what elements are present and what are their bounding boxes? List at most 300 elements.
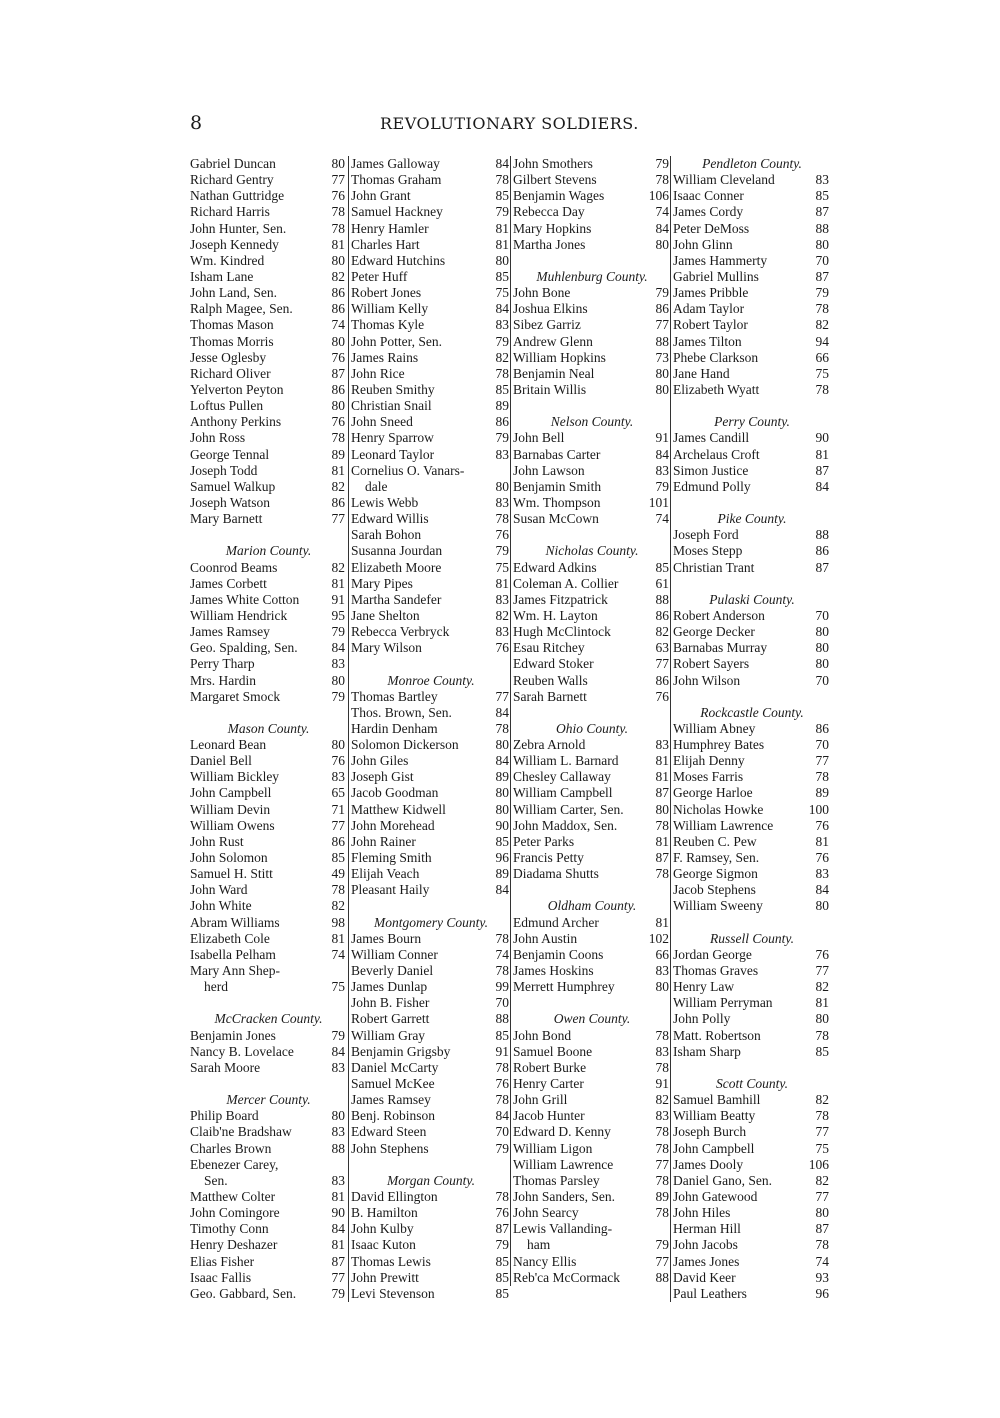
- soldier-name: William Kelly: [351, 301, 429, 317]
- soldier-entry: [513, 963, 671, 979]
- soldier-age: 84: [495, 882, 509, 898]
- soldier-entry: [513, 1044, 671, 1060]
- soldier-age: 84: [655, 446, 669, 462]
- soldier-entry: [351, 1270, 511, 1286]
- soldier-entry: [673, 737, 831, 753]
- soldier-name: Ralph Magee, Sen.: [190, 301, 293, 317]
- soldier-entry: [351, 1108, 511, 1124]
- soldier-entry: [513, 1092, 671, 1108]
- soldier-name: William Perryman: [673, 995, 773, 1011]
- soldier-entry-continued: [190, 979, 347, 995]
- soldier-name: Thomas Bartley: [351, 688, 438, 704]
- soldier-age: 77: [655, 1253, 669, 1269]
- soldier-entry: [351, 1141, 511, 1157]
- soldier-name: John Polly: [673, 1011, 731, 1027]
- soldier-name: John Bell: [513, 430, 565, 446]
- soldier-name: Timothy Conn: [190, 1221, 269, 1237]
- soldier-entry: [513, 204, 671, 220]
- soldier-name: Robert Jones: [351, 285, 422, 301]
- soldier-age: 83: [655, 1043, 669, 1059]
- soldier-entry: [351, 414, 511, 430]
- soldier-entry: [513, 753, 671, 769]
- soldier-entry: [673, 463, 831, 479]
- soldier-name: Leonard Bean: [190, 737, 267, 753]
- soldier-name: Peter Huff: [351, 268, 408, 284]
- soldier-entry: [673, 1028, 831, 1044]
- spacer: [190, 527, 347, 543]
- soldier-entry: [513, 656, 671, 672]
- county-heading: Ohio County.: [555, 720, 628, 736]
- soldier-entry: [351, 947, 511, 963]
- soldier-age: 73: [655, 349, 669, 365]
- soldier-age: 83: [655, 462, 669, 478]
- soldier-name: Isaac Fallis: [190, 1269, 252, 1285]
- county-heading: Oldham County.: [547, 898, 637, 914]
- soldier-entry: [351, 301, 511, 317]
- soldier-entry: [351, 253, 511, 269]
- soldier-entry: [673, 882, 831, 898]
- soldier-name: Jacob Hunter: [513, 1108, 585, 1124]
- soldier-age: 74: [331, 946, 345, 962]
- soldier-age: 83: [815, 866, 829, 882]
- soldier-entry: [190, 382, 347, 398]
- soldier-age: 82: [655, 624, 669, 640]
- soldier-name: Andrew Glenn: [513, 333, 593, 349]
- soldier-name: Hugh McClintock: [513, 624, 611, 640]
- soldier-age: 87: [331, 365, 345, 381]
- soldier-name: Samuel Walkup: [190, 478, 276, 494]
- soldier-age: 78: [815, 1237, 829, 1253]
- soldier-age: 87: [815, 204, 829, 220]
- soldier-name: Loftus Pullen: [190, 398, 264, 414]
- soldier-entry: [513, 850, 671, 866]
- soldier-name: James Tilton: [673, 333, 742, 349]
- soldier-entry: [513, 931, 671, 947]
- soldier-name: Henry Deshazer: [190, 1237, 278, 1253]
- soldier-entry: [513, 1124, 671, 1140]
- soldier-age: 98: [331, 914, 345, 930]
- soldier-age: 90: [495, 817, 509, 833]
- soldier-name: Peter DeMoss: [673, 220, 750, 236]
- soldier-entry: [513, 1189, 671, 1205]
- soldier-entry: [673, 963, 831, 979]
- soldier-age: 78: [655, 866, 669, 882]
- soldier-age: 91: [495, 1043, 509, 1059]
- soldier-age: 78: [815, 381, 829, 397]
- soldier-entry: [190, 753, 347, 769]
- soldier-entry: [190, 253, 347, 269]
- soldier-age: 79: [331, 1027, 345, 1043]
- soldier-entry: [190, 156, 347, 172]
- soldier-name: John Potter, Sen.: [351, 333, 442, 349]
- soldier-entry: [513, 495, 671, 511]
- soldier-entry: [673, 1205, 831, 1221]
- soldier-name: Edward D. Kenny: [513, 1124, 611, 1140]
- soldier-entry: [351, 705, 511, 721]
- soldier-age: 76: [331, 188, 345, 204]
- spacer: [513, 253, 671, 269]
- soldier-entry: [190, 350, 347, 366]
- soldier-entry: [673, 285, 831, 301]
- soldier-name: Daniel Bell: [190, 753, 252, 769]
- soldier-age: 83: [331, 1059, 345, 1075]
- soldier-age: 99: [495, 979, 509, 995]
- soldier-age: 81: [815, 833, 829, 849]
- soldier-entry: [190, 608, 347, 624]
- soldier-age: 91: [331, 591, 345, 607]
- soldier-age: 82: [331, 268, 345, 284]
- soldier-age: 81: [331, 236, 345, 252]
- soldier-age: 84: [655, 220, 669, 236]
- soldier-entry: [513, 1076, 671, 1092]
- soldier-entry: [190, 592, 347, 608]
- soldier-entry: [673, 818, 831, 834]
- soldier-name: Humphrey Bates: [673, 737, 765, 753]
- soldier-age: 80: [655, 801, 669, 817]
- soldier-entry: [673, 221, 831, 237]
- soldier-entry: [673, 624, 831, 640]
- soldier-name: Joseph Kennedy: [190, 236, 279, 252]
- soldier-entry: [673, 979, 831, 995]
- soldier-entry: [513, 350, 671, 366]
- soldier-name: John Bond: [513, 1027, 572, 1043]
- soldier-entry: [673, 447, 831, 463]
- column-1: [190, 156, 347, 1302]
- soldier-age: 79: [655, 478, 669, 494]
- soldier-name: Matthew Colter: [190, 1189, 276, 1204]
- soldier-name: Lewis Webb: [351, 494, 419, 510]
- soldier-name: Anthony Perkins: [190, 414, 282, 430]
- soldier-entry: [351, 188, 511, 204]
- soldier-name: Rebecca Verbryck: [351, 624, 450, 640]
- column-2: [348, 156, 511, 1302]
- soldier-entry: [351, 1060, 511, 1076]
- soldier-entry: [513, 317, 671, 333]
- soldier-age: 88: [655, 591, 669, 607]
- soldier-entry: [190, 1060, 347, 1076]
- soldier-name: Samuel Hackney: [351, 204, 443, 220]
- soldier-name: John Comingore: [190, 1205, 280, 1221]
- county-heading: Scott County.: [716, 1076, 788, 1092]
- soldier-name: William Ligon: [513, 1140, 593, 1156]
- soldier-name: George Harloe: [673, 785, 753, 801]
- soldier-entry: [190, 963, 347, 979]
- soldier-age: 65: [331, 785, 345, 801]
- soldier-age: 79: [495, 543, 509, 559]
- spacer: [513, 705, 671, 721]
- soldier-entry: [513, 1157, 671, 1173]
- spacer: [673, 915, 831, 931]
- soldier-entry: [513, 689, 671, 705]
- soldier-entry: [513, 769, 671, 785]
- soldier-entry: [351, 834, 511, 850]
- county-heading: Morgan County.: [386, 1172, 475, 1188]
- soldier-age: 83: [495, 446, 509, 462]
- soldier-name: John Morehead: [351, 817, 435, 833]
- soldier-entry: [673, 1173, 831, 1189]
- soldier-age: 79: [655, 1237, 669, 1253]
- soldier-name: Wm. H. Layton: [513, 607, 598, 623]
- soldier-name: Diadama Shutts: [513, 866, 599, 882]
- soldier-age: 94: [815, 333, 829, 349]
- soldier-entry: [513, 947, 671, 963]
- soldier-age: 88: [815, 527, 829, 543]
- soldier-name: Mary Wilson: [351, 640, 422, 656]
- soldier-entry: [673, 721, 831, 737]
- soldier-name: Sarah Moore: [190, 1059, 261, 1075]
- soldier-name: Reuben C. Pew: [673, 833, 757, 849]
- county-heading: Pendleton County.: [702, 156, 802, 171]
- soldier-name: Cornelius O. Vanars-: [351, 462, 465, 478]
- roster-columns: [190, 156, 830, 1316]
- soldier-age: 76: [331, 349, 345, 365]
- soldier-age: 96: [815, 1285, 829, 1301]
- soldier-entry: [513, 1173, 671, 1189]
- soldier-name: John Wilson: [673, 672, 741, 688]
- soldier-name: Paul Leathers: [673, 1285, 747, 1301]
- soldier-age: 75: [495, 559, 509, 575]
- soldier-age: 76: [495, 1076, 509, 1092]
- soldier-name: Isham Lane: [190, 268, 254, 284]
- soldier-name: Thomas Kyle: [351, 317, 425, 333]
- soldier-name: Jordan George: [673, 946, 752, 962]
- soldier-name: William L. Barnard: [513, 753, 619, 769]
- soldier-entry: [190, 398, 347, 414]
- soldier-age: 82: [815, 1172, 829, 1188]
- soldier-name: Coonrod Beams: [190, 559, 278, 575]
- soldier-age: 77: [815, 1189, 829, 1204]
- soldier-name: James Pribble: [673, 285, 749, 301]
- soldier-entry: [190, 479, 347, 495]
- soldier-entry: [673, 753, 831, 769]
- soldier-entry: [190, 576, 347, 592]
- soldier-entry: [513, 221, 671, 237]
- soldier-entry: [513, 1028, 671, 1044]
- soldier-age: 78: [495, 963, 509, 979]
- soldier-age: 78: [331, 882, 345, 898]
- soldier-entry: [513, 301, 671, 317]
- soldier-age: 79: [495, 430, 509, 446]
- county-heading: Pulaski County.: [709, 591, 795, 607]
- soldier-entry: [190, 802, 347, 818]
- county-heading: Pike County.: [717, 511, 787, 527]
- soldier-name: Wm. Thompson: [513, 494, 601, 510]
- soldier-entry: [673, 673, 831, 689]
- soldier-name: William Lawrence: [673, 817, 774, 833]
- soldier-entry: [351, 737, 511, 753]
- soldier-entry: [673, 850, 831, 866]
- soldier-entry: [351, 769, 511, 785]
- county-heading: McCracken County.: [214, 1011, 323, 1027]
- soldier-age: 80: [495, 252, 509, 268]
- soldier-age: 89: [331, 446, 345, 462]
- soldier-age: 82: [815, 979, 829, 995]
- column-4: [670, 156, 831, 1302]
- soldier-age: 80: [815, 236, 829, 252]
- soldier-entry: [351, 463, 511, 479]
- soldier-age: 80: [331, 156, 345, 171]
- soldier-entry: [190, 624, 347, 640]
- soldier-entry: [673, 1237, 831, 1253]
- soldier-name: Peter Parks: [513, 833, 575, 849]
- soldier-name: Jane Hand: [673, 365, 730, 381]
- soldier-entry: [513, 430, 671, 446]
- soldier-name: Susan McCown: [513, 511, 599, 527]
- soldier-name: Mary Barnett: [190, 511, 263, 527]
- soldier-name: John Campbell: [190, 785, 272, 801]
- soldier-entry: [351, 430, 511, 446]
- soldier-entry: [190, 737, 347, 753]
- soldier-age: 78: [331, 430, 345, 446]
- soldier-name: Barnabas Murray: [673, 640, 768, 656]
- soldier-entry: [351, 576, 511, 592]
- soldier-age: 79: [495, 1140, 509, 1156]
- soldier-entry: [190, 1124, 347, 1140]
- soldier-name: Edward Stoker: [513, 656, 594, 672]
- soldier-age: 78: [815, 301, 829, 317]
- soldier-entry: [351, 1189, 511, 1205]
- soldier-age: 83: [495, 624, 509, 640]
- soldier-entry: [513, 834, 671, 850]
- soldier-age: 70: [495, 995, 509, 1011]
- soldier-name: John Prewitt: [351, 1269, 419, 1285]
- soldier-name: Wm. Kindred: [190, 252, 265, 268]
- soldier-age: 89: [495, 866, 509, 882]
- soldier-age: 85: [815, 1043, 829, 1059]
- soldier-entry: [190, 334, 347, 350]
- soldier-entry: [673, 1189, 831, 1205]
- soldier-age: 84: [495, 1108, 509, 1124]
- soldier-age: 86: [655, 672, 669, 688]
- soldier-age: 76: [815, 850, 829, 866]
- soldier-entry: [513, 818, 671, 834]
- soldier-name: John Grant: [351, 188, 411, 204]
- soldier-age: 85: [815, 188, 829, 204]
- soldier-entry: [190, 1141, 347, 1157]
- soldier-age: 71: [331, 801, 345, 817]
- soldier-age: 77: [331, 1269, 345, 1285]
- soldier-age: 76: [331, 414, 345, 430]
- soldier-entry: [513, 1108, 671, 1124]
- soldier-name: Leonard Taylor: [351, 446, 435, 462]
- page-title: REVOLUTIONARY SOLDIERS.: [380, 114, 639, 133]
- soldier-age: 86: [815, 543, 829, 559]
- soldier-age: 78: [495, 720, 509, 736]
- soldier-entry: [351, 1092, 511, 1108]
- soldier-name: David Ellington: [351, 1189, 438, 1204]
- soldier-entry: [351, 156, 511, 172]
- soldier-entry: [351, 882, 511, 898]
- soldier-entry: [190, 269, 347, 285]
- soldier-age: 82: [815, 1092, 829, 1108]
- soldier-age: 81: [655, 753, 669, 769]
- soldier-name: Mrs. Hardin: [190, 672, 256, 688]
- soldier-age: 93: [815, 1269, 829, 1285]
- soldier-name: Edward Adkins: [513, 559, 597, 575]
- spacer: [673, 495, 831, 511]
- soldier-entry: [351, 1237, 511, 1253]
- soldier-name: Charles Brown: [190, 1140, 272, 1156]
- soldier-name: James White Cotton: [190, 591, 300, 607]
- soldier-age: 81: [331, 575, 345, 591]
- soldier-age: 78: [815, 1108, 829, 1124]
- soldier-age: 89: [495, 769, 509, 785]
- soldier-entry: [513, 188, 671, 204]
- soldier-age: 76: [495, 640, 509, 656]
- soldier-entry: [190, 931, 347, 947]
- soldier-age: 78: [655, 817, 669, 833]
- soldier-age: 81: [331, 930, 345, 946]
- soldier-name: William Hendrick: [190, 607, 288, 623]
- soldier-entry: [673, 560, 831, 576]
- soldier-age: 87: [331, 1253, 345, 1269]
- soldier-name: James Hammerty: [673, 252, 768, 268]
- soldier-age: 75: [815, 1140, 829, 1156]
- soldier-age: 91: [655, 1076, 669, 1092]
- soldier-name: Nicholas Howke: [673, 801, 764, 817]
- soldier-name: Joseph Ford: [673, 527, 739, 543]
- soldier-name: Matt. Robertson: [673, 1027, 761, 1043]
- soldier-name: dale: [365, 478, 388, 494]
- soldier-name: Isaac Conner: [673, 188, 744, 204]
- soldier-age: 88: [495, 1011, 509, 1027]
- soldier-entry: [351, 447, 511, 463]
- soldier-entry: [513, 366, 671, 382]
- soldier-age: 81: [815, 446, 829, 462]
- soldier-entry: [190, 898, 347, 914]
- soldier-age: 78: [331, 220, 345, 236]
- soldier-name: Daniel McCarty: [351, 1059, 439, 1075]
- soldier-age: 80: [815, 656, 829, 672]
- soldier-name: John Bone: [513, 285, 571, 301]
- soldier-name: David Keer: [673, 1269, 736, 1285]
- soldier-name: Fleming Smith: [351, 850, 432, 866]
- soldier-entry: [673, 1286, 831, 1302]
- soldier-age: 86: [655, 607, 669, 623]
- soldier-entry: [513, 447, 671, 463]
- soldier-age: 76: [495, 527, 509, 543]
- soldier-entry: [673, 204, 831, 220]
- soldier-entry: [351, 753, 511, 769]
- soldier-age: 79: [331, 624, 345, 640]
- soldier-name: Sarah Bohon: [351, 527, 422, 543]
- soldier-age: 79: [331, 688, 345, 704]
- soldier-entry: [673, 1092, 831, 1108]
- soldier-age: 90: [331, 1205, 345, 1221]
- page-number: 8: [190, 112, 203, 134]
- soldier-age: 83: [331, 656, 345, 672]
- soldier-name: William Gray: [351, 1027, 426, 1043]
- soldier-name: Elizabeth Moore: [351, 559, 442, 575]
- soldier-entry: [513, 979, 671, 995]
- soldier-age: 77: [655, 1156, 669, 1172]
- soldier-entry: [673, 802, 831, 818]
- soldier-age: 80: [495, 785, 509, 801]
- soldier-name: William Bickley: [190, 769, 280, 785]
- soldier-name: William Lawrence: [513, 1156, 614, 1172]
- soldier-name: Hardin Denham: [351, 720, 438, 736]
- soldier-name: John Giles: [351, 753, 409, 769]
- soldier-name: James Ramsey: [190, 624, 270, 640]
- soldier-entry: [673, 656, 831, 672]
- soldier-name: Jane Shelton: [351, 607, 420, 623]
- soldier-age: 80: [331, 252, 345, 268]
- soldier-name: Beverly Daniel: [351, 963, 434, 979]
- soldier-entry: [351, 818, 511, 834]
- soldier-entry: [673, 608, 831, 624]
- soldier-name: Moses Stepp: [673, 543, 743, 559]
- soldier-entry: [673, 640, 831, 656]
